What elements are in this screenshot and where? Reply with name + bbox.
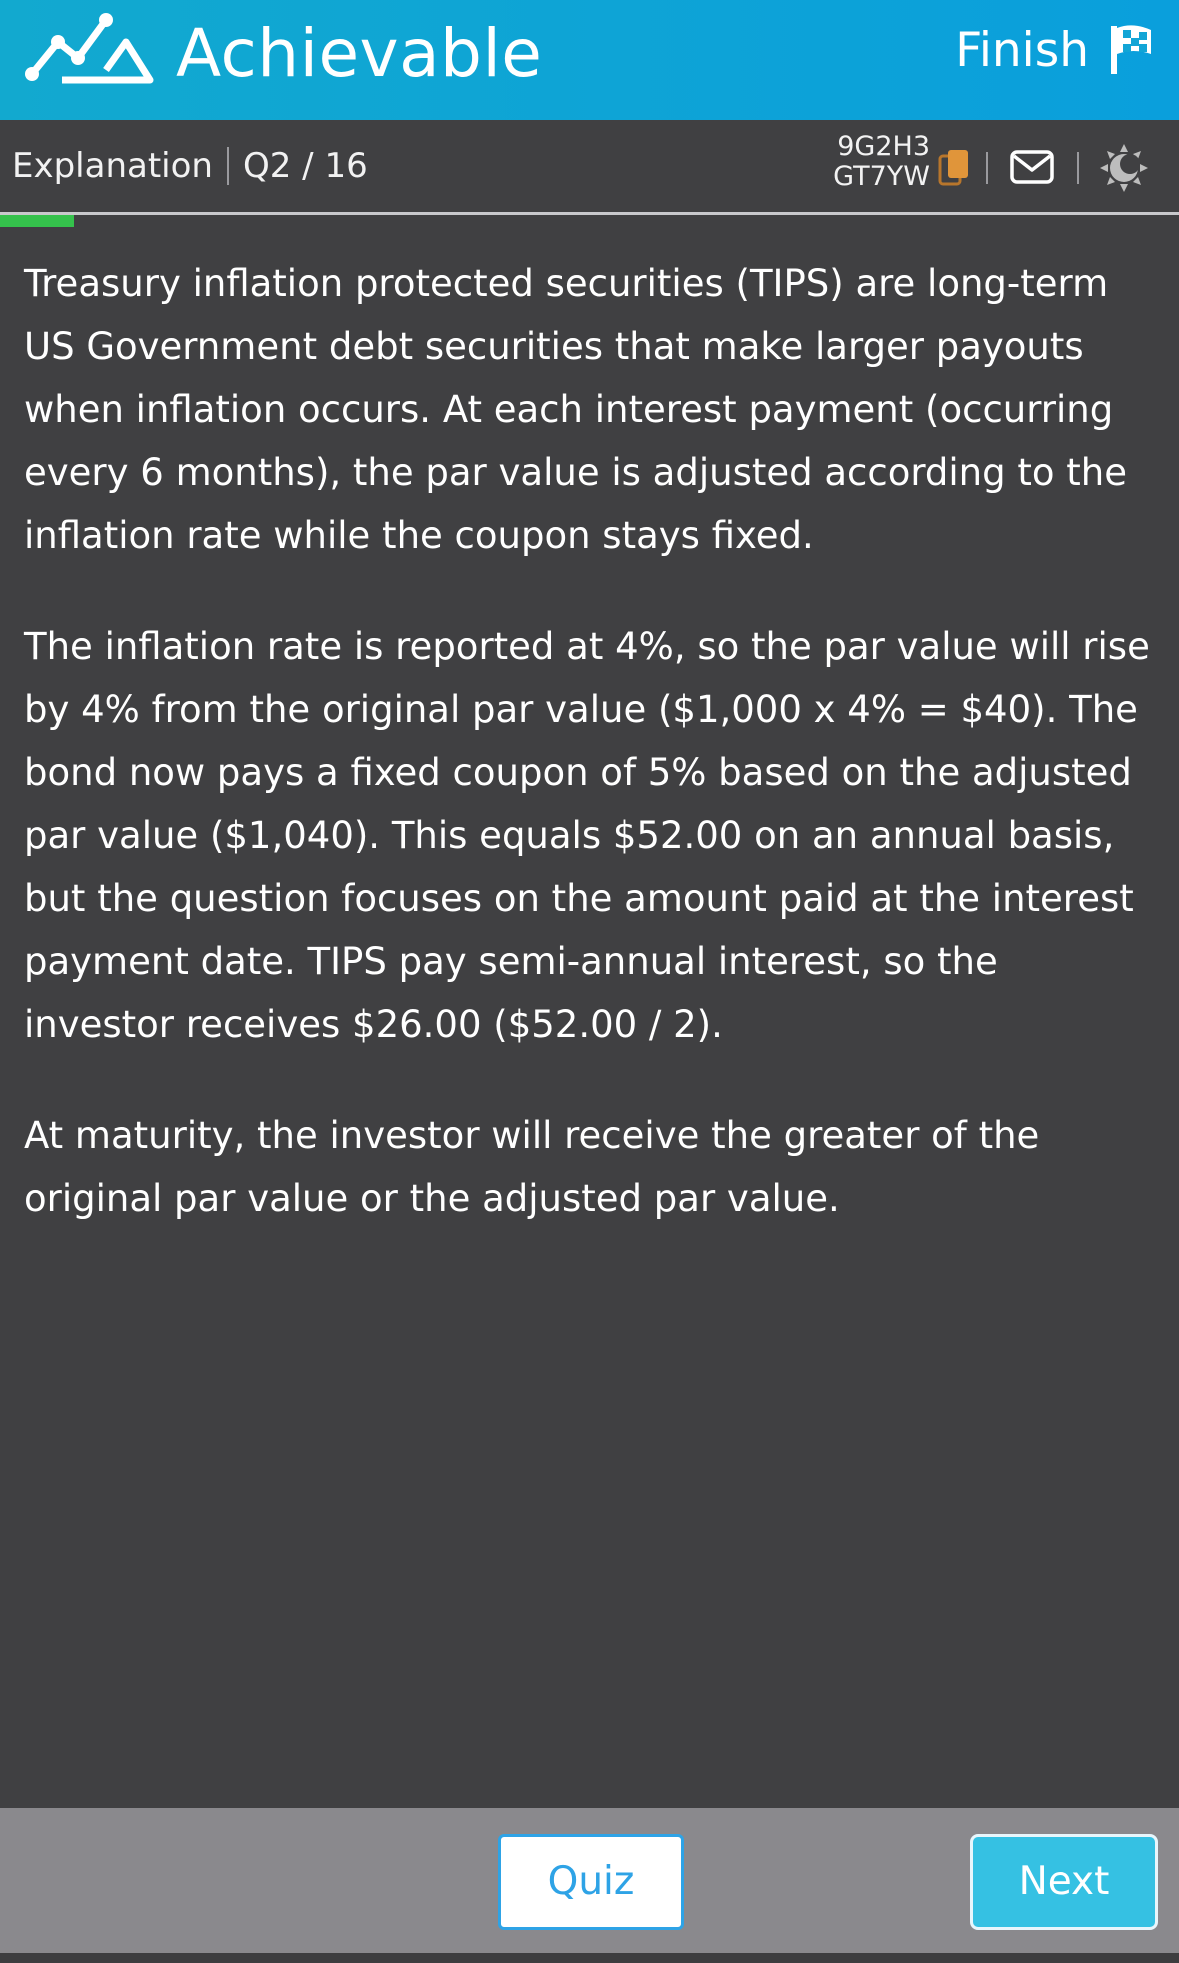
quiz-button[interactable]: Quiz [498, 1834, 684, 1930]
finish-label: Finish [955, 22, 1089, 78]
copy-icon[interactable] [938, 148, 972, 188]
progress-bar [0, 215, 74, 227]
divider [227, 147, 229, 185]
explanation-paragraph: At maturity, the investor will receive the greater of the original par value or the adjusted par value. [24, 1114, 1040, 1220]
divider [0, 1953, 1179, 1963]
theme-toggle-icon[interactable] [1100, 144, 1148, 192]
divider [986, 152, 988, 184]
question-code [805, 132, 930, 192]
explanation-body [24, 252, 1154, 1278]
explanation-paragraph: Treasury inflation protected securities (TIPS) are long-term US Government debt securities that make larger payouts when inflation occurs. At each interest payment (occurring every 6 months), the par value is adjusted according to the inflation rate while the coupon stays fixed. [24, 262, 1128, 557]
code-line-2: GT7YW [833, 161, 930, 192]
chart-line-mountain-icon [22, 12, 154, 86]
question-position: Q2 / 16 [242, 146, 368, 186]
breadcrumb [12, 120, 368, 212]
divider [1077, 152, 1079, 184]
explanation-paragraph: The inflation rate is reported at 4%, so the par value will rise by 4% from the original par value ($1,000 x 4% = $40). The bond now pays a fixed coupon of 5% based on the adjusted par value ($1,040). This equals $52.00 on an annual basis, but the question focuses on the amount paid at the interest payment date. TIPS pay semi-annual interest, so the investor receives $26.00 ($52.00 / 2). [24, 625, 1150, 1046]
mode-label: Explanation [12, 146, 213, 186]
finish-button[interactable] [955, 0, 1155, 100]
next-button[interactable]: Next [970, 1834, 1158, 1930]
question-toolbar [0, 120, 1179, 215]
mail-icon[interactable] [1010, 150, 1054, 184]
app-name: Achievable [176, 15, 543, 92]
checkered-flag-icon [1111, 24, 1155, 76]
code-line-1: 9G2H3 [837, 131, 930, 162]
app-header [0, 0, 1179, 120]
